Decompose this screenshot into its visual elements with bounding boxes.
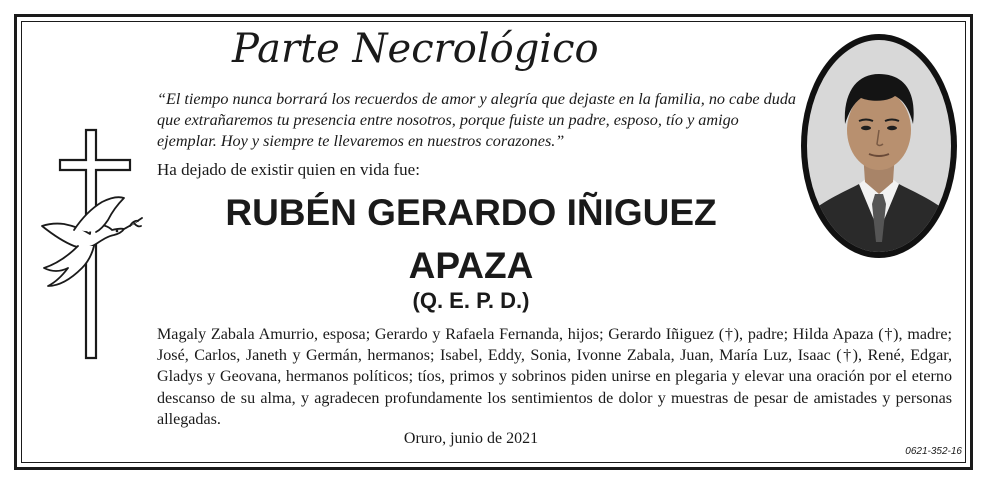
qepd-label: (Q. E. P. D.) xyxy=(412,288,530,313)
deceased-name-line2: APAZA xyxy=(408,245,534,286)
cross-with-dove-icon xyxy=(38,126,148,366)
portrait-photo xyxy=(799,32,959,260)
notice-title: Parte Necrológico xyxy=(232,26,599,72)
deceased-name-line1: RUBÉN GERARDO IÑIGUEZ xyxy=(225,192,717,233)
place-date: Oruro, junio de 2021 xyxy=(403,430,539,447)
memorial-quote: “El tiempo nunca borrará los recuerdos de amor y alegría que dejaste en la familia, no cabe duda que extrañaremos tu presencia entre nosotros, porque fuiste un padre, esposo, tío y amigo ejemplar. Hoy y siempre te llevaremos en nuestros corazones.” xyxy=(157,90,797,150)
reference-code: 0621-352-16 xyxy=(905,446,962,457)
intro-line: Ha dejado de existir quien en vida fue: xyxy=(157,160,420,179)
family-announcement: Magaly Zabala Amurrio, esposa; Gerardo y Rafaela Fernanda, hijos; Gerardo Iñiguez (†), padre; Hilda Apaza (†), madre; José, Carlos, Janeth y Germán, hermanos; Isabel, Eddy, Sonia, Ivonne Zabala, Juan, María Luz, Isaac (†), René, Edgar, Gladys y Geovana, hermanos políticos; tíos, primos y sobrinos piden unirse en plegaria y elevar una oración por el eterno descanso de su alma, y agradecen profundamente los sentimientos de dolor y muestras de pesar de amistades y personas allegadas. xyxy=(157,326,952,428)
